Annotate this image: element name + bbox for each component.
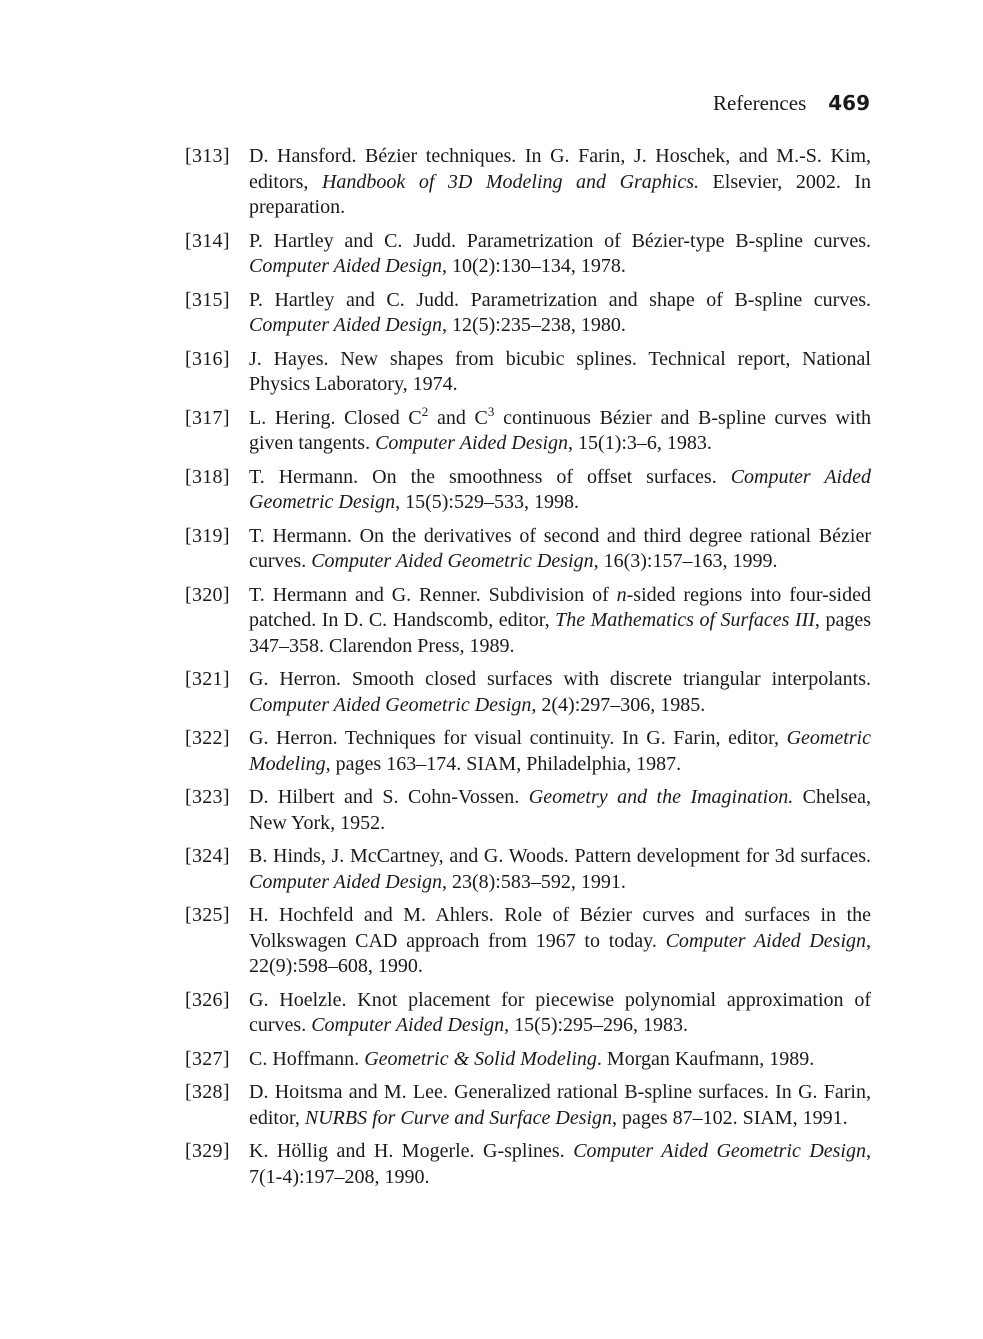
reference-number: [320] — [185, 583, 230, 606]
reference-item — [185, 1139, 871, 1190]
reference-number: [323] — [185, 786, 230, 808]
text-run: -sided regions into four-sided patched. In D. C. Handscomb, editor, — [249, 583, 871, 631]
text-run: J. Hayes. New shapes from bicubic splines. Technical report, National Physics Laboratory, 1974. — [249, 347, 871, 395]
text-run: , 12(5):235–238, 1980. — [441, 314, 626, 336]
reference-number: [314] — [185, 229, 230, 252]
italic-title: Computer Aided Geometric Design — [249, 693, 532, 716]
italic-title: Computer Aided Geometric Design — [249, 465, 871, 513]
reference-number: [326] — [185, 988, 230, 1011]
text-run: , pages 163–174. SIAM, Philadelphia, 1987. — [325, 752, 682, 775]
text-run: , 16(3):157–163, 1999. — [593, 550, 778, 572]
italic-title: Computer Aided Geometric Design — [311, 550, 594, 572]
italic-title: Computer Aided Design — [249, 870, 442, 893]
reference-text — [249, 844, 871, 895]
reference-text — [249, 1047, 871, 1073]
reference-item — [185, 785, 871, 836]
text-run: D. Hilbert and S. Cohn-Vossen. — [249, 786, 529, 808]
reference-number: [324] — [185, 845, 230, 867]
reference-item — [185, 144, 871, 221]
reference-text — [249, 403, 871, 457]
reference-number: [321] — [185, 668, 230, 690]
text-run: L. Hering. Closed C — [249, 406, 422, 429]
text-run: G. Hoelzle. Knot placement for piecewise polynomial approximation of curves. — [249, 988, 871, 1036]
italic-title: The Mathematics of Surfaces III — [555, 609, 815, 631]
reference-text — [249, 288, 871, 339]
text-run: T. Hermann. On the derivatives of second and third degree rational Bézier curves. — [249, 524, 871, 572]
text-run: , 23(8):583–592, 1991. — [441, 870, 626, 893]
reference-item — [185, 229, 871, 280]
reference-item — [185, 583, 871, 660]
reference-item — [185, 988, 871, 1039]
reference-text — [249, 785, 871, 836]
text-run: H. Hochfeld and M. Ahlers. Role of Bézier curves and surfaces in the Volkswagen CAD approach from 1967 to today. — [249, 904, 871, 952]
reference-text — [249, 583, 871, 660]
reference-number: [319] — [185, 524, 230, 547]
reference-text — [249, 465, 871, 516]
italic-title: Geometry and the Imagination. — [528, 786, 794, 808]
reference-item — [185, 403, 871, 457]
reference-text — [249, 144, 871, 221]
text-run: continuous Bézier and B-spline curves with given tangents. — [249, 406, 871, 454]
text-run: . Morgan Kaufmann, 1989. — [596, 1047, 815, 1070]
italic-title: Geometric & Solid Modeling — [364, 1047, 597, 1070]
reference-text — [249, 347, 871, 398]
reference-list — [185, 144, 871, 1198]
text-run: T. Hermann. On the smoothness of offset surfaces. — [249, 465, 731, 488]
reference-text — [249, 1139, 871, 1190]
text-run: , 10(2):130–134, 1978. — [441, 255, 626, 277]
text-run: G. Herron. Techniques for visual continuity. In G. Farin, editor, — [249, 727, 787, 749]
reference-item — [185, 288, 871, 339]
text-run: , 15(1):3–6, 1983. — [568, 432, 712, 454]
reference-item — [185, 667, 871, 718]
text-run: Elsevier, 2002. In preparation. — [249, 170, 872, 218]
text-run: , pages 87–102. SIAM, 1991. — [612, 1106, 848, 1129]
reference-text — [249, 229, 871, 280]
italic-title: Handbook of 3D Modeling and Graphics. — [321, 170, 700, 193]
running-head — [600, 88, 870, 118]
reference-text — [249, 524, 871, 575]
text-run: P. Hartley and C. Judd. Parametrization of Bézier-type B-spline curves. — [249, 229, 871, 252]
section-title: References — [712, 91, 807, 115]
reference-item — [185, 524, 871, 575]
italic-title: n — [616, 583, 627, 606]
reference-number: [322] — [185, 727, 230, 749]
text-run: , 2(4):297–306, 1985. — [531, 693, 706, 716]
reference-number: [315] — [185, 288, 230, 311]
reference-item — [185, 844, 871, 895]
reference-number: [317] — [185, 406, 230, 429]
text-run: , pages 347–358. Clarendon Press, 1989. — [249, 609, 871, 657]
text-run: , 15(5):295–296, 1983. — [504, 1014, 689, 1036]
italic-title: Computer Aided Design — [249, 255, 442, 277]
text-run: Chelsea, New York, 1952. — [249, 786, 871, 834]
text-run: D. Hoitsma and M. Lee. Generalized rational B-spline surfaces. In G. Farin, editor, — [249, 1081, 871, 1129]
italic-title: NURBS for Curve and Surface Design — [304, 1106, 613, 1129]
text-run: D. Hansford. Bézier techniques. In G. Farin, J. Hoschek, and M.-S. Kim, editors, — [249, 145, 871, 193]
italic-title: Computer Aided Geometric Design — [573, 1140, 866, 1162]
reference-item — [185, 1080, 871, 1131]
italic-title: Geometric Modeling — [249, 727, 871, 775]
reference-text — [249, 988, 871, 1039]
superscript: 2 — [421, 403, 429, 419]
reference-item — [185, 903, 871, 980]
italic-title: Computer Aided Design — [665, 929, 866, 952]
text-run: C. Hoffmann. — [249, 1047, 365, 1070]
reference-number: [328] — [185, 1081, 230, 1103]
reference-number: [325] — [185, 904, 230, 926]
reference-text — [249, 1080, 871, 1131]
reference-number: [318] — [185, 465, 230, 488]
reference-text — [249, 667, 871, 718]
text-run: , 7(1-4):197–208, 1990. — [249, 1140, 871, 1188]
page-number: 469 — [828, 91, 870, 115]
reference-number: [313] — [185, 145, 230, 167]
text-run: G. Herron. Smooth closed surfaces with discrete triangular interpolants. — [249, 668, 871, 690]
italic-title: Computer Aided Design — [249, 314, 442, 336]
text-run: P. Hartley and C. Judd. Parametrization and shape of B-spline curves. — [249, 288, 871, 311]
reference-number: [316] — [185, 347, 230, 370]
text-run: B. Hinds, J. McCartney, and G. Woods. Pattern development for 3d surfaces. — [249, 845, 871, 867]
reference-text — [249, 726, 871, 777]
text-run: , 15(5):529–533, 1998. — [395, 491, 579, 513]
reference-item — [185, 1047, 871, 1073]
text-run: and C — [428, 406, 488, 429]
italic-title: Computer Aided Design — [311, 1014, 505, 1036]
reference-item — [185, 347, 871, 398]
reference-item — [185, 465, 871, 516]
reference-text — [249, 903, 871, 980]
italic-title: Computer Aided Design — [375, 432, 569, 454]
text-run: K. Höllig and H. Mogerle. G-splines. — [249, 1140, 574, 1162]
reference-number: [329] — [185, 1140, 230, 1162]
reference-number: [327] — [185, 1047, 230, 1070]
reference-item — [185, 726, 871, 777]
text-run: , 22(9):598–608, 1990. — [249, 929, 871, 977]
superscript: 3 — [487, 403, 495, 419]
text-run: T. Hermann and G. Renner. Subdivision of — [249, 583, 617, 606]
